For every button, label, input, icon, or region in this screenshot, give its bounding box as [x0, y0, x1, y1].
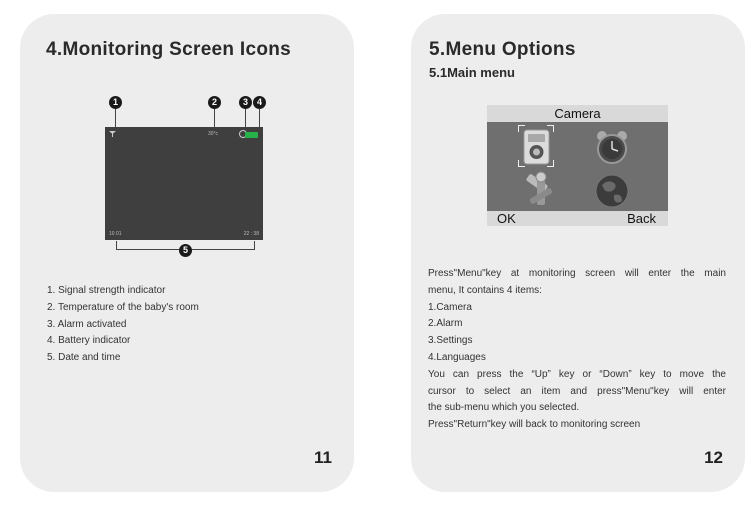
description-line: 2.Alarm [428, 318, 463, 330]
description-line: the sub-menu which you selected. [428, 402, 580, 414]
temperature-readout: 30°c [208, 131, 219, 137]
callout-line [214, 109, 215, 127]
alarm-clock-icon[interactable] [594, 129, 630, 165]
back-softkey[interactable]: Back [627, 211, 656, 226]
description-line: Press"Return"key will back to monitoring screen [428, 419, 641, 431]
signal-strength-icon [109, 130, 116, 137]
page-left [20, 14, 354, 492]
monitoring-screen [105, 127, 263, 240]
camera-icon[interactable] [523, 129, 550, 165]
icon-legend-list [47, 283, 199, 367]
menu-description [428, 266, 726, 434]
settings-tools-icon[interactable] [523, 171, 559, 209]
list-item: 4. Battery indicator [47, 335, 131, 347]
callout-3: 3 [239, 96, 252, 109]
date-readout: 10 01 [109, 231, 122, 237]
description-line: 1.Camera [428, 301, 472, 313]
description-line: You can press the “Up” key or “Down” key to move the [428, 368, 726, 380]
description-line: menu, It contains 4 items: [428, 284, 542, 296]
menu-softkey-bar [487, 211, 668, 226]
section-title: 4.Monitoring Screen Icons [46, 39, 292, 60]
callout-4: 4 [253, 96, 266, 109]
callout-2: 2 [208, 96, 221, 109]
subsection-title: 5.1Main menu [429, 65, 515, 80]
main-menu-screen [487, 105, 668, 226]
description-line: Press"Menu"key at monitoring screen will enter the main [428, 268, 726, 279]
list-item: 3. Alarm activated [47, 318, 127, 330]
battery-icon [245, 132, 258, 138]
description-line: cursor to select an item and press"Menu"key will enter [428, 385, 726, 397]
callout-line [115, 109, 116, 127]
time-readout: 22 : 38 [243, 231, 259, 237]
description-line: 4.Languages [428, 351, 486, 363]
page-number: 11 [314, 448, 332, 467]
list-item: 5. Date and time [47, 352, 121, 364]
list-item: 2. Temperature of the baby's room [47, 301, 199, 313]
callout-line [245, 109, 246, 127]
menu-title: Camera [487, 105, 668, 122]
callout-5: 5 [179, 244, 192, 257]
section-title: 5.Menu Options [429, 39, 576, 60]
page-number: 12 [704, 448, 723, 467]
callout-line [259, 109, 260, 127]
description-line: 3.Settings [428, 335, 473, 347]
callout-1: 1 [109, 96, 122, 109]
list-item: 1. Signal strength indicator [47, 285, 166, 296]
page-right [411, 14, 745, 492]
language-globe-icon[interactable] [594, 173, 630, 209]
ok-softkey[interactable]: OK [497, 211, 516, 226]
